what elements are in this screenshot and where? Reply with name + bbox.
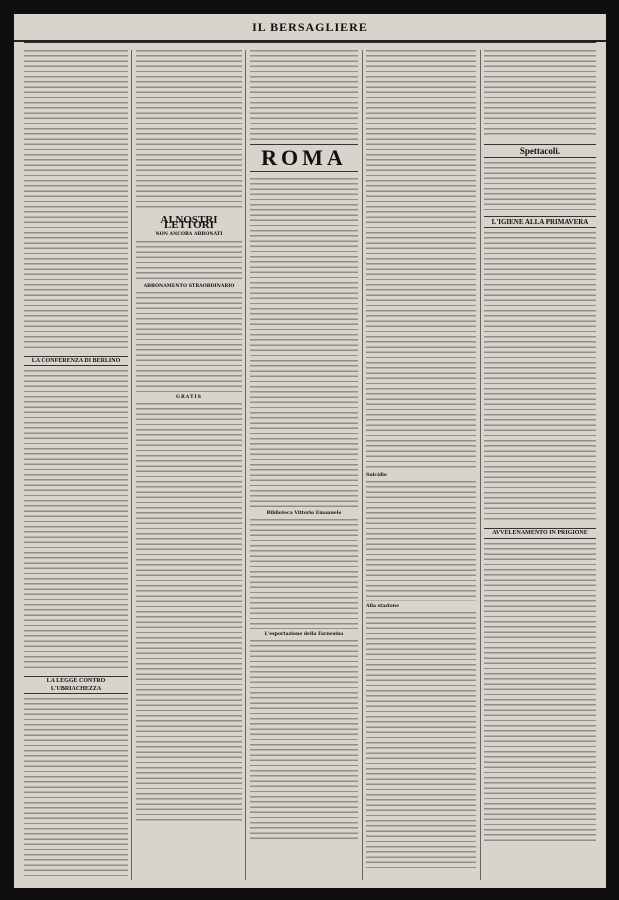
- section-subheading: L'esportazione della Farnesina: [264, 632, 344, 638]
- masthead-title: IL BERSAGLIERE: [252, 20, 368, 34]
- newspaper-page: [14, 14, 606, 888]
- column-separator: [131, 50, 132, 880]
- masthead: [14, 14, 606, 42]
- text-block: [366, 50, 476, 470]
- section-subheading: ABBONAMENTO STRAORDINARIO: [143, 283, 235, 289]
- text-block: [250, 640, 358, 840]
- text-block: [136, 241, 242, 281]
- text-block: [136, 50, 242, 210]
- column-1: [24, 50, 128, 880]
- text-block: [250, 178, 358, 508]
- text-block: [484, 50, 596, 138]
- text-block: [484, 232, 596, 522]
- text-block: [484, 543, 596, 843]
- section-subheading: GRATIS: [176, 394, 202, 400]
- text-block: [366, 481, 476, 601]
- article-heading: LA LEGGE CONTRO L'UBRIACHEZZA: [24, 676, 128, 694]
- column-separator: [480, 50, 481, 880]
- text-block: [366, 612, 476, 872]
- column-separator: [362, 50, 363, 880]
- article-heading: LA CONFERENZA DI BERLINO: [24, 356, 128, 366]
- section-heading-roma: ROMA: [250, 144, 358, 172]
- section-subheading: Biblioteca Vittorio Emanuele: [266, 511, 342, 516]
- text-block: [250, 50, 358, 140]
- section-heading: AVVELENAMENTO IN PRIGIONE: [484, 528, 596, 539]
- text-block: [24, 370, 128, 670]
- section-subheading: NON ANCORA ABBONATI: [155, 232, 223, 238]
- text-block: [250, 519, 358, 629]
- column-3: [250, 50, 358, 880]
- text-block: [136, 403, 242, 823]
- section-heading: L'IGIENE ALLA PRIMAVERA: [484, 216, 596, 228]
- text-block: [484, 162, 596, 210]
- column-separator: [245, 50, 246, 880]
- column-2: [136, 50, 242, 880]
- section-heading: AI NOSTRI LETTORI: [160, 214, 218, 232]
- text-block: [24, 698, 128, 880]
- text-block: [136, 292, 242, 392]
- masthead-rule: [24, 42, 596, 43]
- paragraph-heading: Suicidio: [366, 473, 387, 478]
- text-block: [24, 50, 128, 350]
- paragraph-heading: Alla stazione: [366, 604, 399, 610]
- column-5: [484, 50, 596, 880]
- section-heading: Spettacoli.: [484, 144, 596, 158]
- column-4: [366, 50, 476, 880]
